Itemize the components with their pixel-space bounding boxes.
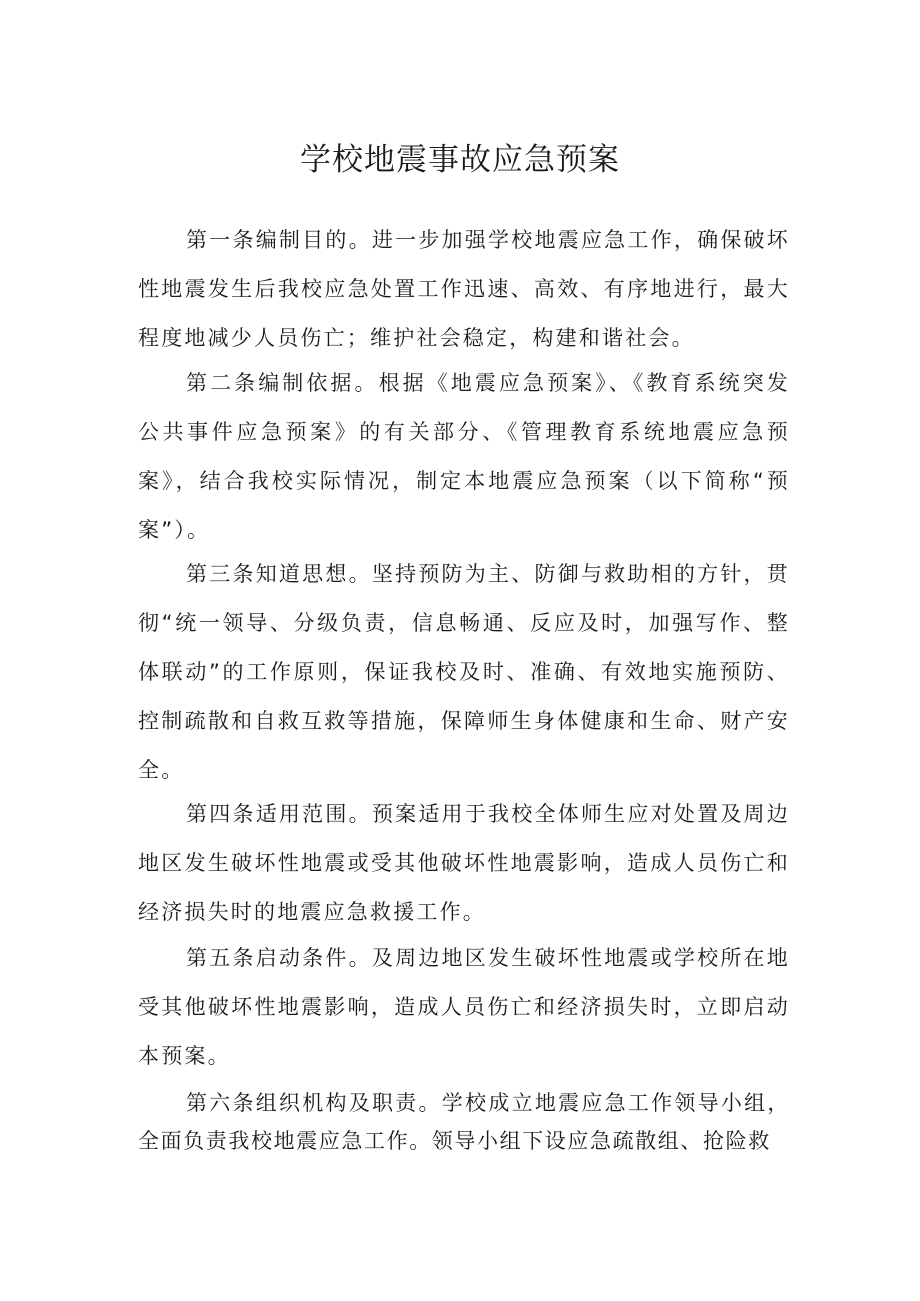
article-5-activation: 第五条启动条件。及周边地区发生破坏性地震或学校所在地受其他破坏性地震影响，造成人员伤亡和经济损失时，立即启动本预案。 <box>138 946 790 1068</box>
article-2-basis: 第二条编制依据。根据《地震应急预案》、《教育系统突发公共事件应急预案》的有关部分、《管理教育系统地震应急预案》，结合我校实际情况，制定本地震应急预案（以下简称“预案”）。 <box>138 371 790 542</box>
article-4-scope: 第四条适用范围。预案适用于我校全体师生应对处置及周边地区发生破坏性地震或受其他破坏性地震影响，造成人员伤亡和经济损失时的地震应急救援工作。 <box>138 802 790 924</box>
document-title: 学校地震事故应急预案 <box>300 142 620 178</box>
article-6-organization: 第六条组织机构及职责。学校成立地震应急工作领导小组，全面负责我校地震应急工作。领导小组下设应急疏散组、抢险救 <box>138 1091 790 1153</box>
article-3-guiding-principle: 第三条知道思想。坚持预防为主、防御与救助相的方针，贯彻“统一领导、分级负责，信息畅通、反应及时，加强写作、整体联动”的工作原则，保证我校及时、准确、有效地实施预防、控制疏散和自救互救等措施，保障师生身体健康和生命、财产安全。 <box>138 562 790 782</box>
article-1-purpose: 第一条编制目的。进一步加强学校地震应急工作，确保破坏性地震发生后我校应急处置工作迅速、高效、有序地进行，最大程度地减少人员伤亡；维护社会稳定，构建和谐社会。 <box>138 228 790 350</box>
